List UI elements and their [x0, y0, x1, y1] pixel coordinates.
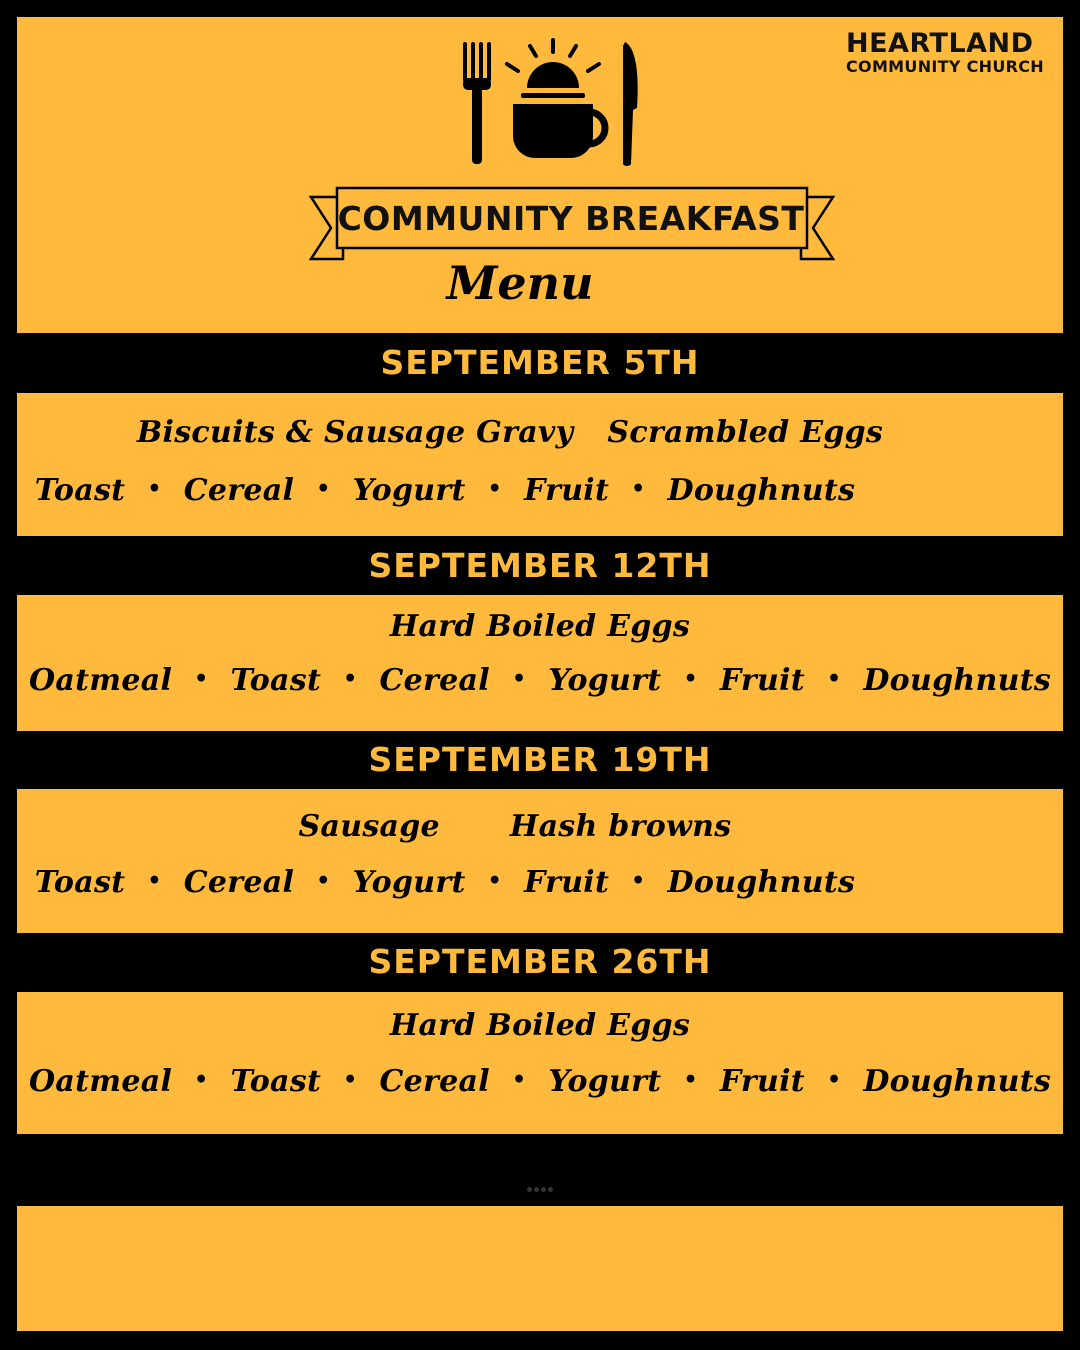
bullet-separator: •	[826, 666, 842, 692]
side-item: Oatmeal	[28, 663, 173, 698]
bullet-separator: •	[343, 666, 358, 692]
side-item: Yogurt	[548, 663, 662, 698]
pager-dot[interactable]	[534, 1187, 539, 1192]
date-heading-week-4: SEPTEMBER 26TH	[368, 942, 712, 981]
bullet-separator: •	[147, 868, 162, 894]
church-brand	[846, 30, 1044, 76]
bullet-separator: •	[683, 666, 698, 692]
date-heading-week-1: SEPTEMBER 5TH	[380, 343, 700, 382]
side-item: Fruit	[719, 1064, 805, 1099]
side-item: Fruit	[524, 865, 610, 900]
pager-dot[interactable]	[527, 1187, 532, 1192]
brand-name: HEARTLAND	[846, 28, 1034, 59]
banner-title: COMMUNITY BREAKFAST	[337, 198, 805, 238]
bullet-separator: •	[343, 1067, 358, 1093]
bullet-separator: •	[316, 868, 331, 894]
side-item: Doughnuts	[863, 1064, 1052, 1099]
brand-subtitle: COMMUNITY CHURCH	[846, 57, 1044, 77]
bullet-separator: •	[631, 868, 646, 894]
side-item: Cereal	[379, 1064, 490, 1099]
bullet-separator: •	[487, 868, 503, 894]
bullet-separator: •	[316, 476, 331, 502]
side-item: Doughnuts	[667, 473, 856, 508]
bullet-separator: •	[826, 1067, 842, 1093]
menu-title: Menu	[446, 256, 594, 310]
main-item: Hash browns	[509, 809, 732, 844]
side-item: Toast	[230, 663, 322, 698]
bullet-separator: •	[683, 1067, 698, 1093]
side-item: Yogurt	[352, 473, 466, 508]
date-heading-week-3: SEPTEMBER 19TH	[368, 740, 712, 779]
main-item: Biscuits & Sausage Gravy	[136, 415, 574, 450]
carousel-pager[interactable]	[0, 1179, 1080, 1197]
fork-icon	[463, 42, 491, 164]
bullet-separator: •	[147, 476, 162, 502]
menu-panel-week-4	[17, 992, 1063, 1134]
side-item: Toast	[230, 1064, 322, 1099]
side-item: Oatmeal	[28, 1064, 173, 1099]
knife-icon	[623, 42, 638, 166]
side-item: Toast	[34, 865, 126, 900]
side-item: Yogurt	[352, 865, 466, 900]
empty-bottom-panel	[17, 1206, 1063, 1331]
breakfast-logo	[455, 38, 655, 168]
main-item: Hard Boiled Eggs	[389, 1008, 691, 1043]
date-heading-week-2: SEPTEMBER 12TH	[368, 546, 712, 585]
side-item: Yogurt	[548, 1064, 662, 1099]
main-item: Scrambled Eggs	[607, 415, 884, 450]
bullet-separator: •	[631, 476, 646, 502]
side-item: Doughnuts	[863, 663, 1052, 698]
side-item: Fruit	[719, 663, 805, 698]
coffee-cup-icon	[513, 93, 605, 158]
side-item: Toast	[34, 473, 126, 508]
menu-panel-week-2	[17, 595, 1063, 731]
main-item: Hard Boiled Eggs	[389, 609, 691, 644]
sunrise-icon	[507, 40, 599, 88]
bullet-separator: •	[194, 1067, 209, 1093]
main-item: Sausage	[298, 809, 440, 844]
pager-dot[interactable]	[541, 1187, 546, 1192]
side-item: Fruit	[524, 473, 610, 508]
bullet-separator: •	[194, 666, 209, 692]
bullet-separator: •	[511, 1067, 527, 1093]
side-item: Cereal	[379, 663, 490, 698]
side-item: Doughnuts	[667, 865, 856, 900]
side-item: Cereal	[183, 473, 295, 508]
bullet-separator: •	[511, 666, 527, 692]
pager-dot[interactable]	[548, 1187, 553, 1192]
menu-panel-week-1	[17, 393, 1063, 536]
menu-panel-week-3	[17, 789, 1063, 933]
side-item: Cereal	[183, 865, 295, 900]
bullet-separator: •	[487, 476, 503, 502]
